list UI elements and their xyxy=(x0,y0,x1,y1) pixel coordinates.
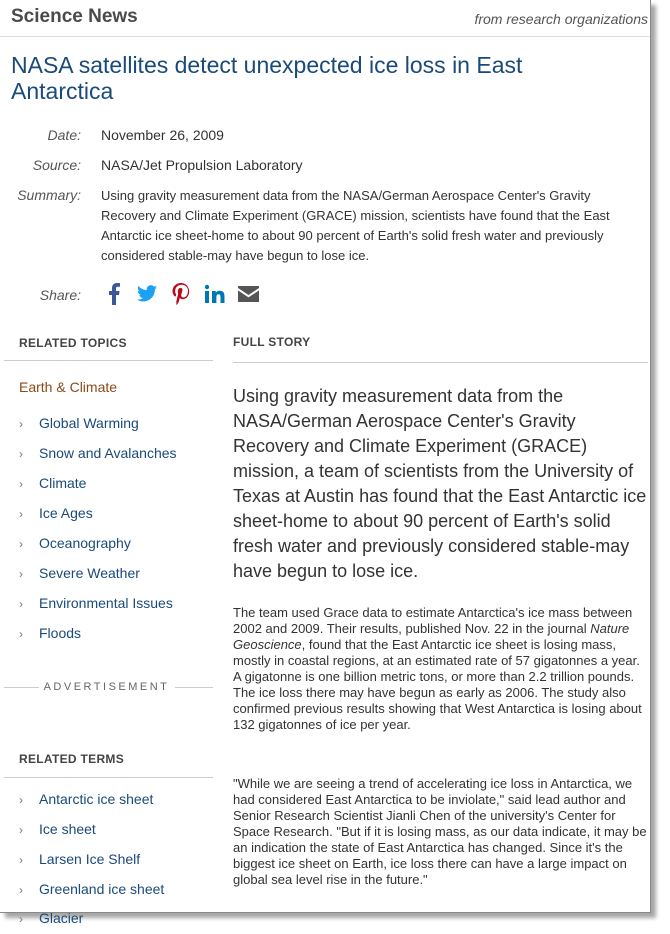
topic-link[interactable]: › Severe Weather xyxy=(19,565,140,581)
story-lead: Using gravity measurement data from the NASA/German Aerospace Center's Gravity Recovery and Climate Experiment (GRACE) mission, a team of scientists from the University of Texas at Austin has found that the East Antarctic ice sheet-home to about 90 percent of Earth's solid fresh water and previously considered stable-may have begun to lose ice. xyxy=(233,386,647,581)
term-link[interactable]: › Antarctic ice sheet xyxy=(19,791,154,807)
summary-label: Summary: xyxy=(17,187,81,203)
related-terms-divider xyxy=(4,777,213,778)
chevron-right-icon: › xyxy=(19,793,23,807)
date-value: November 26, 2009 xyxy=(101,127,224,143)
chevron-right-icon: › xyxy=(19,853,23,867)
chevron-right-icon: › xyxy=(19,537,23,551)
full-story-heading: FULL STORY xyxy=(233,335,311,349)
ad-divider-right xyxy=(175,687,213,688)
chevron-right-icon: › xyxy=(19,823,23,837)
related-topics-heading: RELATED TOPICS xyxy=(19,336,127,350)
date-label: Date: xyxy=(47,127,81,143)
topic-link[interactable]: › Oceanography xyxy=(19,535,131,551)
topic-link[interactable]: › Snow and Avalanches xyxy=(19,445,177,461)
topic-link[interactable]: › Climate xyxy=(19,475,87,491)
term-link[interactable]: › Glacier xyxy=(19,910,84,926)
site-tagline: from research organizations xyxy=(474,11,648,27)
twitter-icon[interactable] xyxy=(137,285,157,307)
chevron-right-icon: › xyxy=(19,477,23,491)
related-terms-heading: RELATED TERMS xyxy=(19,752,125,766)
term-link[interactable]: › Ice sheet xyxy=(19,821,96,837)
topic-link[interactable]: › Global Warming xyxy=(19,415,139,431)
chevron-right-icon: › xyxy=(19,912,23,926)
topic-category[interactable]: Earth & Climate xyxy=(19,379,118,395)
page-title: NASA satellites detect unexpected ice loss in East Antarctica xyxy=(11,52,523,104)
story-paragraph: The team used Grace data to estimate Antarctica's ice mass between 2002 and 2009. Their results, published Nov. 22 in the journal Nature Geoscience, found that the East Antarctic ice sheet is losing mass, mostly in coastal regions, at an estimated rate of 57 gigatonnes a year. A gigatonne is one billion metric tons, or more than 2.2 trillion pounds. The ice loss there may have begun as early as 2006. The study also confirmed previous results showing that West Antarctica is losing about 132 gigatonnes of ice per year. xyxy=(233,605,642,732)
term-link[interactable]: › Larsen Ice Shelf xyxy=(19,851,141,867)
summary-text: Using gravity measurement data from the NASA/German Aerospace Center's Gravity Recovery and Climate Experiment (GRACE) mission, scientists have found that the East Antarctic ice sheet-home to about 90 percent of Earth's solid fresh water and previously considered stable-may have begun to lose ice. xyxy=(101,188,610,263)
full-story-divider xyxy=(233,362,648,363)
facebook-icon[interactable] xyxy=(108,283,120,310)
topic-link[interactable]: › Floods xyxy=(19,625,82,641)
site-brand[interactable]: Science News xyxy=(11,6,138,27)
linkedin-icon[interactable] xyxy=(205,285,225,308)
chevron-right-icon: › xyxy=(19,417,23,431)
related-topics-divider xyxy=(4,360,213,361)
chevron-right-icon: › xyxy=(19,627,23,641)
topic-link[interactable]: › Ice Ages xyxy=(19,505,93,521)
chevron-right-icon: › xyxy=(19,883,23,897)
chevron-right-icon: › xyxy=(19,597,23,611)
chevron-right-icon: › xyxy=(19,447,23,461)
term-link[interactable]: › Greenland ice sheet xyxy=(19,881,165,897)
advertisement-label: ADVERTISEMENT xyxy=(43,681,170,693)
pinterest-icon[interactable] xyxy=(172,283,190,310)
topic-link[interactable]: › Environmental Issues xyxy=(19,595,173,611)
source-label: Source: xyxy=(32,157,81,173)
share-label: Share: xyxy=(39,287,81,303)
journal-name: Nature Geoscience xyxy=(233,621,630,652)
site-header xyxy=(0,0,650,37)
email-icon[interactable] xyxy=(238,286,259,307)
story-paragraph-quote: "While we are seeing a trend of accelerating ice loss in Antarctica, we had considered East Antarctica to be inviolate," said lead author and Senior Research Scientist Jianli Chen of the university's Center for Space Research. "But if it is losing mass, as our data indicate, it may be an indication the state of East Antarctica has changed. Since it's the biggest ice sheet on Earth, ice loss there can have a large impact on global sea level rise in the future." xyxy=(233,776,647,887)
chevron-right-icon: › xyxy=(19,567,23,581)
chevron-right-icon: › xyxy=(19,507,23,521)
source-value: NASA/Jet Propulsion Laboratory xyxy=(101,157,303,173)
